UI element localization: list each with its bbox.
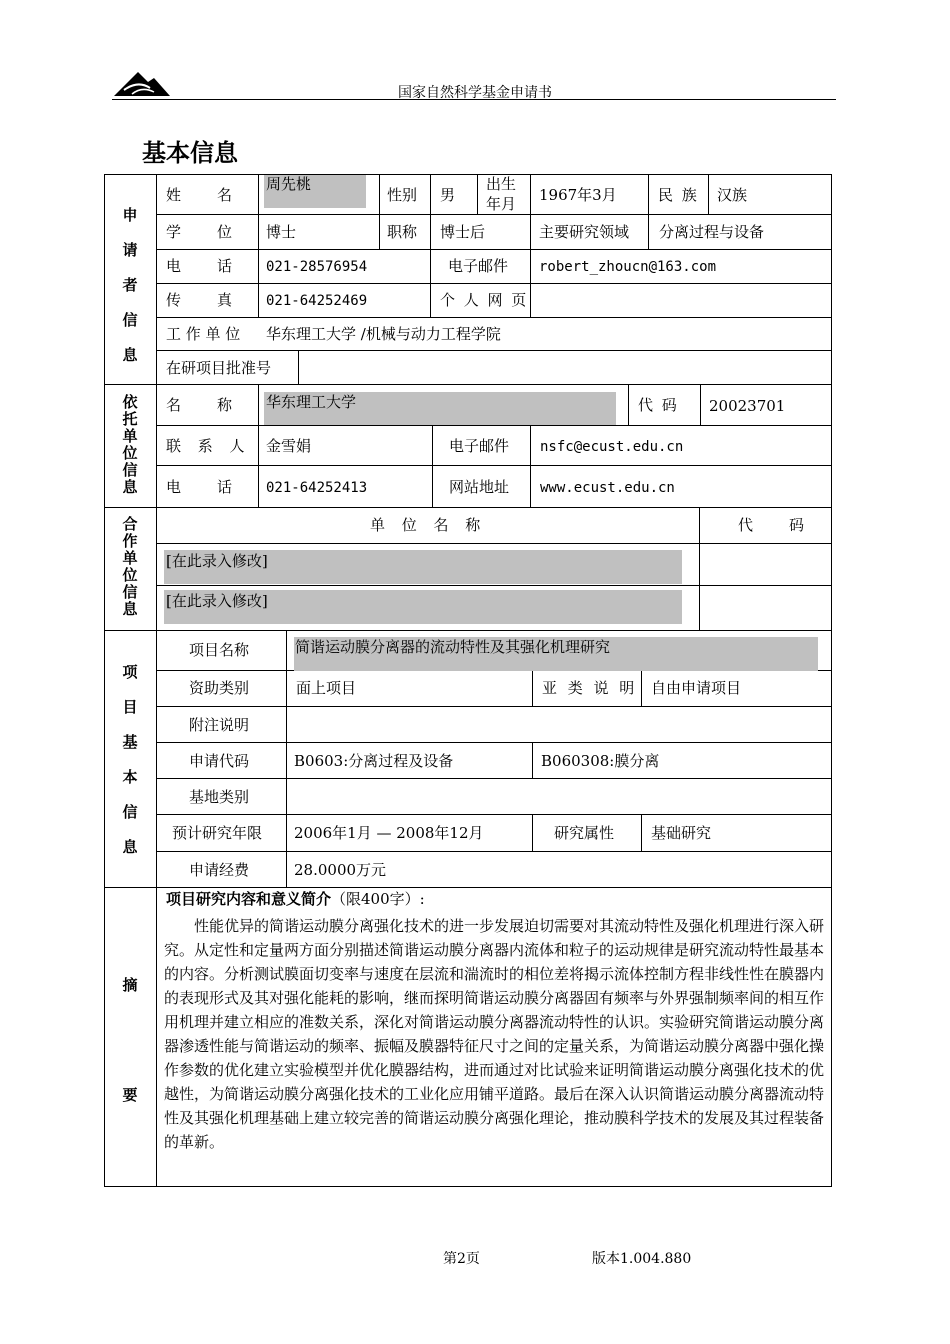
- fax-value[interactable]: 021-64252469: [266, 293, 368, 309]
- gender-label: 性别: [387, 186, 418, 204]
- email-label: 电子邮件: [448, 257, 509, 275]
- field-label: 主要研究领域: [539, 223, 630, 241]
- apply-code-2[interactable]: B060308:膜分离: [541, 752, 660, 770]
- project-no-label: 在研项目批准号: [166, 359, 272, 377]
- degree-label: 学 位: [166, 223, 235, 241]
- subtype-value[interactable]: 自由申请项目: [651, 679, 742, 697]
- abstract-body[interactable]: 性能优异的简谐运动膜分离强化技术的进一步发展迫切需要对其流动特性及强化机理进行深入研究。从定性和定量两方面分别描述简谐运动膜分离器内流体和粒子的运动规律是研究流动特性最基本的内容。分析测试膜面切变率与速度在层流和湍流时的相位差将揭示流体控制方程非线性性在膜器内的表现形式及其对强化能耗的影响，继而探明简谐运动膜分离器固有频率与外界强制频率间的相互作用机理并建立相应的准数关系，深化对简谐运动膜分离器流动特性的认识。实验研究简谐运动膜分离器渗透性能与简谐运动的频率、振幅及膜器特征尺寸之间的定量关系，为简谐运动膜分离器中强化操作参数的优化建立实验模型并优化膜器结构，进而通过对比试验来证明简谐运动膜分离强化技术的优越性，为简谐运动膜分离强化技术的工业化应用铺平道路。最后在深入认识简谐运动膜分离器流动特性及其强化机理基础上建立较完善的简谐运动膜分离强化理论，推动膜科学技术的发展及其过程装备的革新。: [164, 917, 825, 1151]
- project-name-value[interactable]: 简谐运动膜分离器的流动特性及其强化机理研究: [295, 638, 611, 656]
- employer-label: 工 作 单 位: [166, 325, 241, 343]
- name-value[interactable]: 周先桃: [266, 175, 312, 193]
- host-email-value[interactable]: nsfc@ecust.edu.cn: [540, 439, 684, 455]
- period-label: 预计研究年限: [172, 824, 263, 842]
- birth-value[interactable]: 1967年3月: [539, 186, 617, 204]
- degree-value[interactable]: 博士: [266, 223, 297, 241]
- fax-label: 传 真: [166, 291, 235, 309]
- subtype-label: 亚 类 说 明: [542, 679, 638, 697]
- host-group-label: 依 托 单 位 信 息: [122, 393, 138, 496]
- host-phone-label: 电 话: [166, 478, 235, 496]
- note-label: 附注说明: [189, 716, 250, 734]
- page-number: 第2页: [443, 1251, 480, 1267]
- host-name-value[interactable]: 华东理工大学: [266, 393, 357, 411]
- version-text: 版本1.004.880: [592, 1251, 692, 1267]
- partner-group-label: 合 作 单 位 信 息: [122, 515, 138, 618]
- partner-code-header: 代 码: [738, 516, 807, 534]
- applicant-group-label: 申 请 者 信 息: [122, 206, 138, 364]
- abstract-heading: [166, 890, 425, 908]
- host-email-label: 电子邮件: [449, 437, 510, 455]
- budget-label: 申请经费: [189, 861, 250, 879]
- homepage-label: 个 人 网 页: [440, 291, 529, 309]
- apply-code-1[interactable]: B0603:分离过程及设备: [294, 752, 454, 770]
- document-header-title: 国家自然科学基金申请书: [398, 85, 552, 101]
- field-value[interactable]: 分离过程与设备: [659, 223, 765, 241]
- budget-value[interactable]: 28.0000万元: [294, 861, 387, 879]
- abstract-heading-note: （限400字）:: [331, 890, 425, 908]
- phone-value[interactable]: 021-28576954: [266, 259, 368, 275]
- birth-label: 出生年月: [486, 175, 517, 213]
- host-contact-value[interactable]: 金雪娟: [266, 437, 312, 455]
- phone-label: 电 话: [166, 257, 235, 275]
- email-value[interactable]: robert_zhoucn@163.com: [539, 259, 717, 275]
- host-contact-label: 联 系 人: [166, 437, 251, 455]
- host-phone-value[interactable]: 021-64252413: [266, 480, 368, 496]
- gender-value[interactable]: 男: [440, 186, 456, 204]
- project-name-label: 项目名称: [189, 641, 250, 659]
- employer-value[interactable]: 华东理工大学 /机械与动力工程学院: [266, 325, 501, 343]
- base-label: 基地类别: [189, 788, 250, 806]
- partner-row-2-name[interactable]: [在此录入修改]: [166, 592, 268, 610]
- section-title: 基本信息: [142, 139, 238, 167]
- header-rule: [112, 99, 836, 100]
- abstract-heading-title: 项目研究内容和意义简介: [166, 890, 332, 908]
- host-code-value[interactable]: 20023701: [709, 397, 786, 415]
- attr-label: 研究属性: [554, 824, 615, 842]
- title-value[interactable]: 博士后: [440, 223, 486, 241]
- ethnicity-value[interactable]: 汉族: [717, 186, 748, 204]
- host-website-value[interactable]: www.ecust.edu.cn: [540, 480, 675, 496]
- name-label: 姓 名: [166, 186, 235, 204]
- host-code-label: 代 码: [638, 396, 679, 414]
- host-website-label: 网站地址: [449, 478, 510, 496]
- attr-value[interactable]: 基础研究: [651, 824, 712, 842]
- ethnicity-label: 民 族: [658, 186, 699, 204]
- partner-row-1-name[interactable]: [在此录入修改]: [166, 552, 268, 570]
- funding-type-value[interactable]: 面上项目: [296, 679, 357, 697]
- apply-code-label: 申请代码: [189, 752, 250, 770]
- partner-name-header: 单 位 名 称: [370, 516, 487, 534]
- title-label: 职称: [387, 223, 418, 241]
- host-name-label: 名 称: [166, 396, 235, 414]
- abstract-label-bottom: 要: [122, 1086, 138, 1104]
- abstract-label-top: 摘: [122, 976, 138, 994]
- funding-type-label: 资助类别: [189, 679, 250, 697]
- period-value[interactable]: 2006年1月 — 2008年12月: [294, 824, 484, 842]
- project-group-label: 项 目 基 本 信 息: [122, 663, 138, 856]
